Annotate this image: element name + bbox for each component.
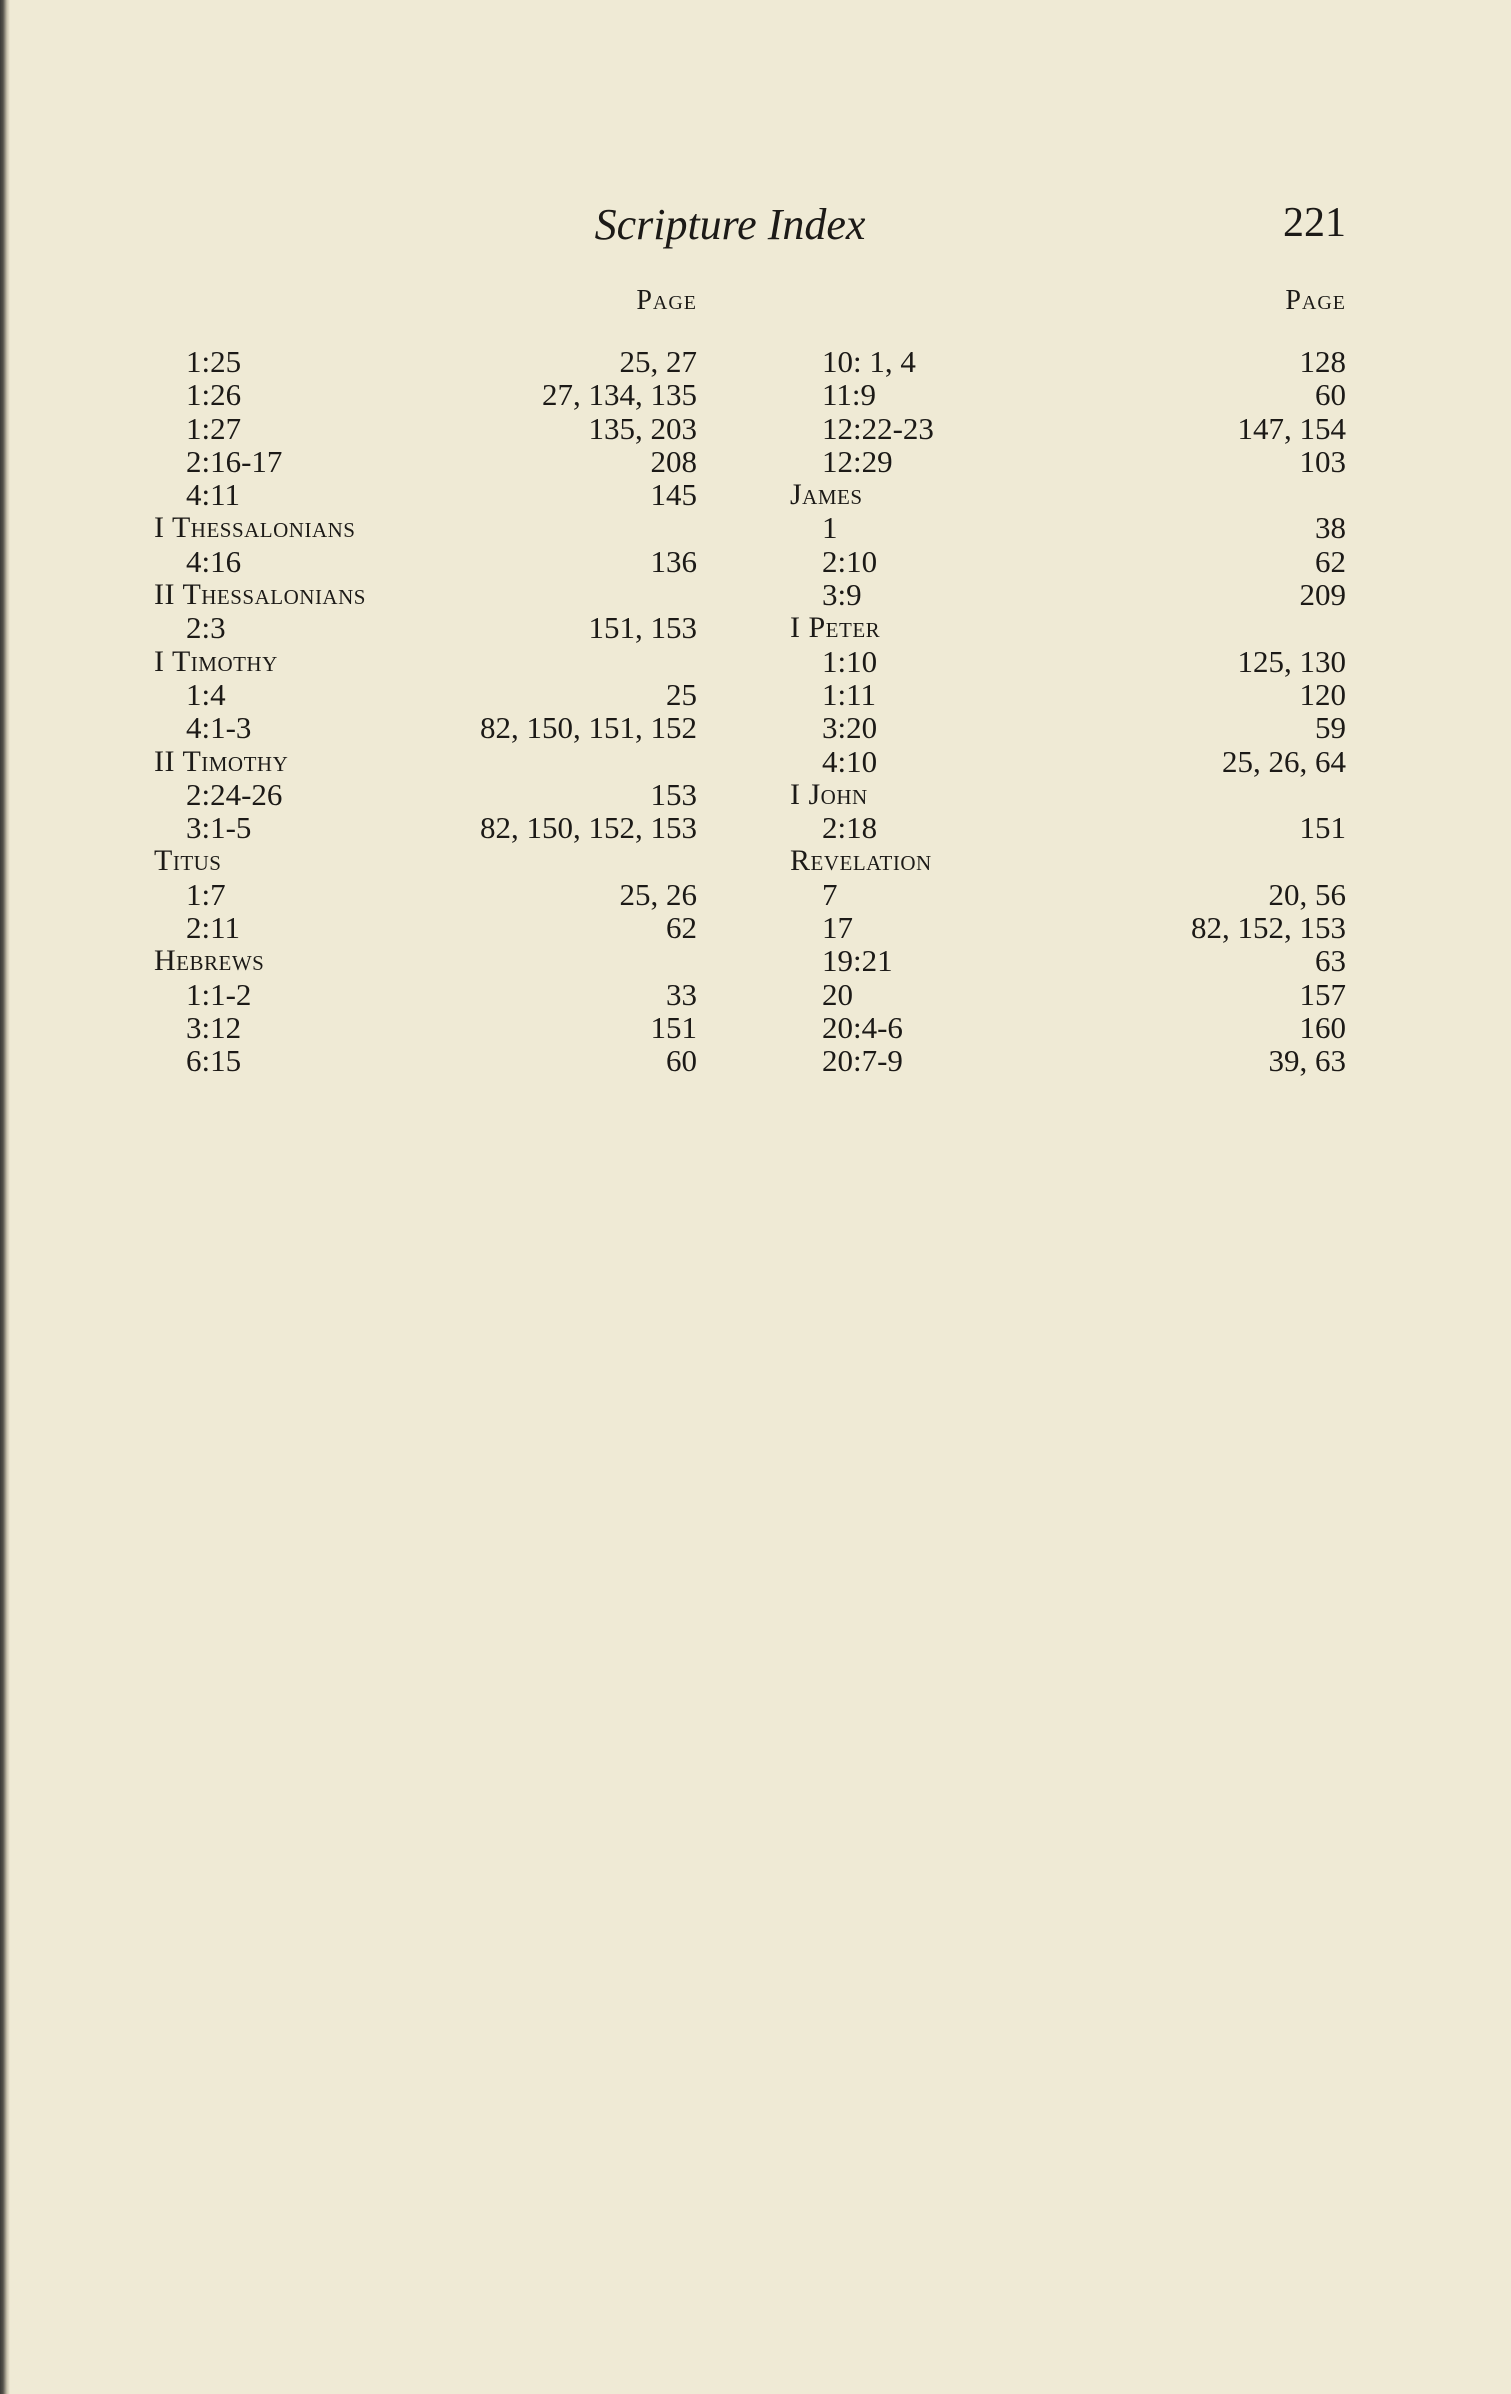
page-references: 145 <box>650 477 697 513</box>
verse-reference: 19:21 <box>822 943 893 979</box>
index-entry <box>790 944 1346 977</box>
page-references: 20, 56 <box>1268 876 1346 912</box>
index-book-heading <box>790 778 1346 811</box>
page-references: 153 <box>650 776 697 812</box>
page-references: 125, 130 <box>1237 643 1346 679</box>
verse-reference: 2:18 <box>822 810 878 846</box>
index-entry <box>154 545 697 578</box>
index-entry <box>154 611 697 644</box>
left-column-page-header: Page <box>636 285 697 316</box>
page-references: 59 <box>1315 710 1346 746</box>
verse-reference: 17 <box>822 910 853 946</box>
page-references: 27, 134, 135 <box>542 377 697 413</box>
verse-reference: 3:20 <box>822 710 878 746</box>
verse-reference: 10: 1, 4 <box>822 344 916 379</box>
index-entry <box>154 711 697 744</box>
book-name: I John <box>790 777 868 811</box>
index-entry <box>790 811 1346 844</box>
verse-reference: 1:1-2 <box>186 976 252 1012</box>
index-entry <box>154 878 697 911</box>
page-references: 135, 203 <box>588 410 697 446</box>
verse-reference: 2:16-17 <box>186 443 283 479</box>
index-entry <box>790 511 1346 544</box>
index-entry <box>154 811 697 844</box>
verse-reference: 3:9 <box>822 577 862 613</box>
page-references: 151, 153 <box>588 610 697 646</box>
page-references: 120 <box>1299 676 1346 712</box>
right-index-column <box>790 345 1346 1078</box>
page-references: 103 <box>1299 443 1346 479</box>
left-index-column <box>154 345 697 1078</box>
index-book-heading <box>154 745 697 778</box>
index-book-heading <box>790 611 1346 644</box>
verse-reference: 1:27 <box>186 410 242 446</box>
right-column-page-header: Page <box>1285 285 1346 316</box>
index-entry <box>790 711 1346 744</box>
index-entry <box>154 978 697 1011</box>
page-references: 62 <box>1315 543 1346 579</box>
book-name: I Peter <box>790 611 881 645</box>
verse-reference: 7 <box>822 876 838 912</box>
verse-reference: 2:11 <box>186 910 240 946</box>
index-entry <box>790 378 1346 411</box>
page-references: 25 <box>666 676 697 712</box>
index-book-heading <box>154 578 697 611</box>
index-entry <box>790 445 1346 478</box>
index-entry <box>790 578 1346 611</box>
verse-reference: 1:11 <box>822 676 876 712</box>
page-references: 151 <box>1299 810 1346 846</box>
page-references: 82, 152, 153 <box>1191 910 1346 946</box>
index-entry <box>790 911 1346 944</box>
page-references: 147, 154 <box>1237 410 1346 446</box>
page-references: 63 <box>1315 943 1346 979</box>
page-references: 136 <box>650 543 697 579</box>
index-book-heading <box>154 944 697 977</box>
verse-reference: 3:1-5 <box>186 810 252 846</box>
book-name: I Timothy <box>154 644 278 678</box>
verse-reference: 1:25 <box>186 344 242 379</box>
verse-reference: 20:4-6 <box>822 1009 903 1045</box>
index-entry <box>790 345 1346 378</box>
page-references: 62 <box>666 910 697 946</box>
book-name: II Timothy <box>154 744 289 778</box>
page-references: 39, 63 <box>1268 1043 1346 1079</box>
book-name: James <box>790 478 863 512</box>
verse-reference: 6:15 <box>186 1043 242 1079</box>
verse-reference: 2:3 <box>186 610 226 646</box>
book-name: Titus <box>154 844 222 878</box>
index-book-heading <box>154 645 697 678</box>
index-entry <box>154 478 697 511</box>
page-references: 151 <box>650 1009 697 1045</box>
index-book-heading <box>154 844 697 877</box>
verse-reference: 1 <box>822 510 838 546</box>
verse-reference: 1:26 <box>186 377 242 413</box>
verse-reference: 20 <box>822 976 853 1012</box>
index-entry <box>154 378 697 411</box>
verse-reference: 1:7 <box>186 876 226 912</box>
page-references: 25, 26, 64 <box>1222 743 1346 779</box>
index-book-heading <box>790 844 1346 877</box>
page-references: 82, 150, 152, 153 <box>480 810 697 846</box>
verse-reference: 3:12 <box>186 1009 242 1045</box>
book-name: Hebrews <box>154 944 265 978</box>
index-entry <box>790 678 1346 711</box>
page-number: 221 <box>1283 200 1346 246</box>
page-references: 33 <box>666 976 697 1012</box>
index-entry <box>154 911 697 944</box>
verse-reference: 11:9 <box>822 377 876 413</box>
page-references: 60 <box>1315 377 1346 413</box>
verse-reference: 4:16 <box>186 543 242 579</box>
verse-reference: 20:7-9 <box>822 1043 903 1079</box>
index-entry <box>154 1044 697 1077</box>
running-header-title: Scripture Index <box>594 200 866 249</box>
verse-reference: 4:11 <box>186 477 240 513</box>
verse-reference: 12:29 <box>822 443 893 479</box>
index-entry <box>790 1011 1346 1044</box>
verse-reference: 4:10 <box>822 743 878 779</box>
page-binding-edge <box>0 0 10 2394</box>
verse-reference: 4:1-3 <box>186 710 252 746</box>
verse-reference: 2:10 <box>822 543 878 579</box>
page-references: 157 <box>1299 976 1346 1012</box>
index-entry <box>790 412 1346 445</box>
verse-reference: 1:10 <box>822 643 878 679</box>
index-entry <box>790 545 1346 578</box>
index-entry <box>790 978 1346 1011</box>
index-entry <box>154 778 697 811</box>
page-references: 208 <box>650 443 697 479</box>
verse-reference: 12:22-23 <box>822 410 934 446</box>
page-references: 38 <box>1315 510 1346 546</box>
index-entry <box>790 1044 1346 1077</box>
book-name: II Thessalonians <box>154 578 366 612</box>
index-entry <box>154 678 697 711</box>
index-book-heading <box>790 478 1346 511</box>
page-references: 128 <box>1299 344 1346 379</box>
index-entry <box>154 445 697 478</box>
index-entry <box>154 345 697 378</box>
book-name: Revelation <box>790 844 932 878</box>
verse-reference: 1:4 <box>186 676 226 712</box>
book-name: I Thessalonians <box>154 511 356 545</box>
index-entry <box>790 745 1346 778</box>
index-entry <box>790 878 1346 911</box>
index-entry <box>154 1011 697 1044</box>
index-entry <box>790 645 1346 678</box>
page-references: 160 <box>1299 1009 1346 1045</box>
page-references: 60 <box>666 1043 697 1079</box>
index-book-heading <box>154 511 697 544</box>
index-entry <box>154 412 697 445</box>
page-references: 25, 26 <box>619 876 697 912</box>
page-references: 209 <box>1299 577 1346 613</box>
verse-reference: 2:24-26 <box>186 776 283 812</box>
page-references: 82, 150, 151, 152 <box>480 710 697 746</box>
page-references: 25, 27 <box>619 344 697 379</box>
